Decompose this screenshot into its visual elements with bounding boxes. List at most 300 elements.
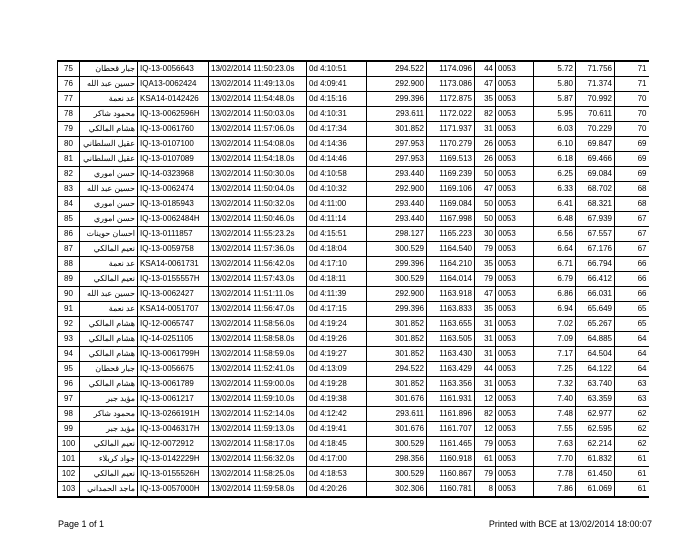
distance-cell: 292.900 bbox=[367, 287, 427, 302]
ring-number-cell: IQ-13-0061789 bbox=[138, 377, 209, 392]
fancier-name-cell: محمود شاكر bbox=[80, 407, 138, 422]
fancier-name-cell: ماجد الحمداني bbox=[80, 482, 138, 498]
club-code-cell: 0053 bbox=[496, 257, 534, 272]
basket-count-cell: 26 bbox=[475, 152, 496, 167]
basket-count-cell: 12 bbox=[475, 392, 496, 407]
fancier-name-cell: حسن اموري bbox=[80, 167, 138, 182]
fancier-name-cell: نعيم المالكي bbox=[80, 242, 138, 257]
distance-cell: 293.440 bbox=[367, 212, 427, 227]
arrival-time-cell: 13/02/2014 11:55:23.2s bbox=[209, 227, 307, 242]
ring-number-cell: IQ-13-0062427 bbox=[138, 287, 209, 302]
table-row bbox=[58, 122, 649, 137]
points-cell: 67.939 bbox=[576, 212, 615, 227]
coefficient-cell: 71 bbox=[615, 77, 649, 92]
club-code-cell: 0053 bbox=[496, 422, 534, 437]
club-code-cell: 0053 bbox=[496, 107, 534, 122]
speed-cell: 1165.223 bbox=[427, 227, 475, 242]
gap-cell: 5.72 bbox=[534, 61, 576, 77]
fancier-name-cell: عد نعمة bbox=[80, 302, 138, 317]
table-row bbox=[58, 227, 649, 242]
gap-cell: 7.78 bbox=[534, 467, 576, 482]
coefficient-cell: 66 bbox=[615, 257, 649, 272]
flight-duration-cell: 0d 4:11:39 bbox=[307, 287, 367, 302]
points-cell: 61.832 bbox=[576, 452, 615, 467]
fancier-name-cell: مؤيد جبر bbox=[80, 422, 138, 437]
fancier-name-cell: هشام المالكي bbox=[80, 122, 138, 137]
gap-cell: 6.03 bbox=[534, 122, 576, 137]
table-row bbox=[58, 347, 649, 362]
ring-number-cell: IQ-13-0062474 bbox=[138, 182, 209, 197]
gap-cell: 7.40 bbox=[534, 392, 576, 407]
ring-number-cell: IQ-13-0057000H bbox=[138, 482, 209, 498]
fancier-name-cell: احسان حوينات bbox=[80, 227, 138, 242]
rank-cell: 95 bbox=[58, 362, 80, 377]
ring-number-cell: IQ-13-0142229H bbox=[138, 452, 209, 467]
fancier-name-cell: حسين عبد الله bbox=[80, 182, 138, 197]
table-row bbox=[58, 92, 649, 107]
rank-cell: 78 bbox=[58, 107, 80, 122]
table-row bbox=[58, 407, 649, 422]
ring-number-cell: IQ-13-0266191H bbox=[138, 407, 209, 422]
basket-count-cell: 50 bbox=[475, 197, 496, 212]
rank-cell: 83 bbox=[58, 182, 80, 197]
gap-cell: 7.48 bbox=[534, 407, 576, 422]
table-row bbox=[58, 377, 649, 392]
coefficient-cell: 68 bbox=[615, 197, 649, 212]
table-row bbox=[58, 257, 649, 272]
flight-duration-cell: 0d 4:12:42 bbox=[307, 407, 367, 422]
club-code-cell: 0053 bbox=[496, 137, 534, 152]
club-code-cell: 0053 bbox=[496, 167, 534, 182]
points-cell: 70.992 bbox=[576, 92, 615, 107]
rank-cell: 82 bbox=[58, 167, 80, 182]
fancier-name-cell: حسن اموري bbox=[80, 212, 138, 227]
printed-timestamp: Printed with BCE at 13/02/2014 18:00:07 bbox=[488, 519, 652, 529]
coefficient-cell: 61 bbox=[615, 452, 649, 467]
flight-duration-cell: 0d 4:17:15 bbox=[307, 302, 367, 317]
gap-cell: 7.63 bbox=[534, 437, 576, 452]
table-row bbox=[58, 77, 649, 92]
points-cell: 71.756 bbox=[576, 61, 615, 77]
rank-cell: 84 bbox=[58, 197, 80, 212]
club-code-cell: 0053 bbox=[496, 467, 534, 482]
speed-cell: 1169.084 bbox=[427, 197, 475, 212]
ring-number-cell: IQ-13-0111857 bbox=[138, 227, 209, 242]
gap-cell: 6.48 bbox=[534, 212, 576, 227]
basket-count-cell: 61 bbox=[475, 452, 496, 467]
table-row bbox=[58, 422, 649, 437]
club-code-cell: 0053 bbox=[496, 437, 534, 452]
gap-cell: 7.32 bbox=[534, 377, 576, 392]
gap-cell: 7.86 bbox=[534, 482, 576, 498]
coefficient-cell: 64 bbox=[615, 332, 649, 347]
coefficient-cell: 69 bbox=[615, 167, 649, 182]
distance-cell: 294.522 bbox=[367, 61, 427, 77]
fancier-name-cell: نعيم المالكي bbox=[80, 272, 138, 287]
table-row bbox=[58, 212, 649, 227]
distance-cell: 299.396 bbox=[367, 257, 427, 272]
arrival-time-cell: 13/02/2014 11:58:56.0s bbox=[209, 317, 307, 332]
ring-number-cell: IQ-13-0155557H bbox=[138, 272, 209, 287]
gap-cell: 7.25 bbox=[534, 362, 576, 377]
fancier-name-cell: حسين عبد الله bbox=[80, 77, 138, 92]
distance-cell: 300.529 bbox=[367, 272, 427, 287]
fancier-name-cell: نعيم المالكي bbox=[80, 437, 138, 452]
basket-count-cell: 79 bbox=[475, 437, 496, 452]
points-cell: 68.321 bbox=[576, 197, 615, 212]
club-code-cell: 0053 bbox=[496, 332, 534, 347]
rank-cell: 88 bbox=[58, 257, 80, 272]
basket-count-cell: 8 bbox=[475, 482, 496, 498]
flight-duration-cell: 0d 4:14:46 bbox=[307, 152, 367, 167]
arrival-time-cell: 13/02/2014 11:56:47.0s bbox=[209, 302, 307, 317]
flight-duration-cell: 0d 4:17:10 bbox=[307, 257, 367, 272]
basket-count-cell: 35 bbox=[475, 257, 496, 272]
distance-cell: 292.900 bbox=[367, 77, 427, 92]
points-cell: 68.702 bbox=[576, 182, 615, 197]
club-code-cell: 0053 bbox=[496, 227, 534, 242]
ring-number-cell: IQ-13-0061760 bbox=[138, 122, 209, 137]
speed-cell: 1167.998 bbox=[427, 212, 475, 227]
ring-number-cell: IQ-13-0062596H bbox=[138, 107, 209, 122]
distance-cell: 299.396 bbox=[367, 302, 427, 317]
speed-cell: 1160.918 bbox=[427, 452, 475, 467]
rank-cell: 75 bbox=[58, 61, 80, 77]
flight-duration-cell: 0d 4:19:24 bbox=[307, 317, 367, 332]
rank-cell: 98 bbox=[58, 407, 80, 422]
flight-duration-cell: 0d 4:17:34 bbox=[307, 122, 367, 137]
flight-duration-cell: 0d 4:10:31 bbox=[307, 107, 367, 122]
gap-cell: 7.70 bbox=[534, 452, 576, 467]
fancier-name-cell: عد نعمة bbox=[80, 92, 138, 107]
club-code-cell: 0053 bbox=[496, 317, 534, 332]
fancier-name-cell: حسن اموري bbox=[80, 197, 138, 212]
table-row bbox=[58, 302, 649, 317]
rank-cell: 99 bbox=[58, 422, 80, 437]
table-row bbox=[58, 152, 649, 167]
arrival-time-cell: 13/02/2014 11:50:32.0s bbox=[209, 197, 307, 212]
club-code-cell: 0053 bbox=[496, 302, 534, 317]
table-row bbox=[58, 437, 649, 452]
flight-duration-cell: 0d 4:18:04 bbox=[307, 242, 367, 257]
coefficient-cell: 63 bbox=[615, 377, 649, 392]
fancier-name-cell: عد نعمة bbox=[80, 257, 138, 272]
flight-duration-cell: 0d 4:10:32 bbox=[307, 182, 367, 197]
speed-cell: 1163.356 bbox=[427, 377, 475, 392]
table-row bbox=[58, 467, 649, 482]
gap-cell: 5.87 bbox=[534, 92, 576, 107]
speed-cell: 1172.875 bbox=[427, 92, 475, 107]
rank-cell: 80 bbox=[58, 137, 80, 152]
table-row bbox=[58, 61, 649, 77]
speed-cell: 1160.867 bbox=[427, 467, 475, 482]
rank-cell: 97 bbox=[58, 392, 80, 407]
distance-cell: 293.440 bbox=[367, 197, 427, 212]
table-row bbox=[58, 452, 649, 467]
points-cell: 69.847 bbox=[576, 137, 615, 152]
fancier-name-cell: حسين عبد الله bbox=[80, 287, 138, 302]
distance-cell: 297.953 bbox=[367, 137, 427, 152]
flight-duration-cell: 0d 4:11:00 bbox=[307, 197, 367, 212]
distance-cell: 300.529 bbox=[367, 467, 427, 482]
rank-cell: 86 bbox=[58, 227, 80, 242]
basket-count-cell: 31 bbox=[475, 332, 496, 347]
club-code-cell: 0053 bbox=[496, 287, 534, 302]
speed-cell: 1163.655 bbox=[427, 317, 475, 332]
distance-cell: 293.440 bbox=[367, 167, 427, 182]
basket-count-cell: 35 bbox=[475, 302, 496, 317]
coefficient-cell: 71 bbox=[615, 61, 649, 77]
speed-cell: 1160.781 bbox=[427, 482, 475, 498]
table-row bbox=[58, 332, 649, 347]
flight-duration-cell: 0d 4:19:41 bbox=[307, 422, 367, 437]
distance-cell: 294.522 bbox=[367, 362, 427, 377]
coefficient-cell: 61 bbox=[615, 467, 649, 482]
gap-cell: 6.71 bbox=[534, 257, 576, 272]
coefficient-cell: 70 bbox=[615, 122, 649, 137]
club-code-cell: 0053 bbox=[496, 362, 534, 377]
speed-cell: 1163.833 bbox=[427, 302, 475, 317]
flight-duration-cell: 0d 4:18:53 bbox=[307, 467, 367, 482]
points-cell: 61.069 bbox=[576, 482, 615, 498]
speed-cell: 1163.505 bbox=[427, 332, 475, 347]
ring-number-cell: IQ-13-0062484H bbox=[138, 212, 209, 227]
basket-count-cell: 31 bbox=[475, 317, 496, 332]
fancier-name-cell: هشام المالكي bbox=[80, 347, 138, 362]
speed-cell: 1171.937 bbox=[427, 122, 475, 137]
speed-cell: 1164.014 bbox=[427, 272, 475, 287]
arrival-time-cell: 13/02/2014 11:58:25.0s bbox=[209, 467, 307, 482]
distance-cell: 300.529 bbox=[367, 242, 427, 257]
points-cell: 62.595 bbox=[576, 422, 615, 437]
table-row bbox=[58, 362, 649, 377]
arrival-time-cell: 13/02/2014 11:50:46.0s bbox=[209, 212, 307, 227]
flight-duration-cell: 0d 4:11:14 bbox=[307, 212, 367, 227]
distance-cell: 302.306 bbox=[367, 482, 427, 498]
speed-cell: 1173.086 bbox=[427, 77, 475, 92]
flight-duration-cell: 0d 4:13:09 bbox=[307, 362, 367, 377]
coefficient-cell: 67 bbox=[615, 212, 649, 227]
ring-number-cell: IQ-13-0061217 bbox=[138, 392, 209, 407]
distance-cell: 298.127 bbox=[367, 227, 427, 242]
points-cell: 65.649 bbox=[576, 302, 615, 317]
arrival-time-cell: 13/02/2014 11:59:00.0s bbox=[209, 377, 307, 392]
speed-cell: 1161.896 bbox=[427, 407, 475, 422]
flight-duration-cell: 0d 4:20:26 bbox=[307, 482, 367, 498]
coefficient-cell: 66 bbox=[615, 272, 649, 287]
speed-cell: 1161.465 bbox=[427, 437, 475, 452]
basket-count-cell: 31 bbox=[475, 377, 496, 392]
gap-cell: 6.56 bbox=[534, 227, 576, 242]
basket-count-cell: 44 bbox=[475, 61, 496, 77]
rank-cell: 85 bbox=[58, 212, 80, 227]
ring-number-cell: IQ-12-0065747 bbox=[138, 317, 209, 332]
table-row bbox=[58, 392, 649, 407]
coefficient-cell: 62 bbox=[615, 437, 649, 452]
gap-cell: 6.79 bbox=[534, 272, 576, 287]
points-cell: 69.084 bbox=[576, 167, 615, 182]
club-code-cell: 0053 bbox=[496, 272, 534, 287]
table-row bbox=[58, 482, 649, 498]
basket-count-cell: 35 bbox=[475, 92, 496, 107]
flight-duration-cell: 0d 4:14:36 bbox=[307, 137, 367, 152]
speed-cell: 1172.022 bbox=[427, 107, 475, 122]
club-code-cell: 0053 bbox=[496, 152, 534, 167]
ring-number-cell: IQ-14-0323968 bbox=[138, 167, 209, 182]
distance-cell: 301.852 bbox=[367, 347, 427, 362]
arrival-time-cell: 13/02/2014 11:59:10.0s bbox=[209, 392, 307, 407]
rank-cell: 96 bbox=[58, 377, 80, 392]
club-code-cell: 0053 bbox=[496, 407, 534, 422]
arrival-time-cell: 13/02/2014 11:58:59.0s bbox=[209, 347, 307, 362]
coefficient-cell: 67 bbox=[615, 227, 649, 242]
club-code-cell: 0053 bbox=[496, 347, 534, 362]
rank-cell: 89 bbox=[58, 272, 80, 287]
speed-cell: 1169.513 bbox=[427, 152, 475, 167]
speed-cell: 1164.540 bbox=[427, 242, 475, 257]
distance-cell: 301.852 bbox=[367, 317, 427, 332]
table-row bbox=[58, 107, 649, 122]
coefficient-cell: 62 bbox=[615, 422, 649, 437]
club-code-cell: 0053 bbox=[496, 197, 534, 212]
flight-duration-cell: 0d 4:19:28 bbox=[307, 377, 367, 392]
club-code-cell: 0053 bbox=[496, 377, 534, 392]
arrival-time-cell: 13/02/2014 11:51:11.0s bbox=[209, 287, 307, 302]
club-code-cell: 0053 bbox=[496, 242, 534, 257]
flight-duration-cell: 0d 4:15:51 bbox=[307, 227, 367, 242]
distance-cell: 298.356 bbox=[367, 452, 427, 467]
ring-number-cell: KSA14-0051707 bbox=[138, 302, 209, 317]
club-code-cell: 0053 bbox=[496, 392, 534, 407]
speed-cell: 1163.918 bbox=[427, 287, 475, 302]
gap-cell: 6.41 bbox=[534, 197, 576, 212]
basket-count-cell: 79 bbox=[475, 467, 496, 482]
speed-cell: 1161.707 bbox=[427, 422, 475, 437]
basket-count-cell: 82 bbox=[475, 107, 496, 122]
arrival-time-cell: 13/02/2014 11:50:04.0s bbox=[209, 182, 307, 197]
coefficient-cell: 64 bbox=[615, 362, 649, 377]
flight-duration-cell: 0d 4:18:45 bbox=[307, 437, 367, 452]
flight-duration-cell: 0d 4:10:51 bbox=[307, 61, 367, 77]
arrival-time-cell: 13/02/2014 11:57:06.0s bbox=[209, 122, 307, 137]
gap-cell: 7.09 bbox=[534, 332, 576, 347]
basket-count-cell: 31 bbox=[475, 122, 496, 137]
table-row bbox=[58, 317, 649, 332]
distance-cell: 299.396 bbox=[367, 92, 427, 107]
points-cell: 67.176 bbox=[576, 242, 615, 257]
arrival-time-cell: 13/02/2014 11:52:14.0s bbox=[209, 407, 307, 422]
flight-duration-cell: 0d 4:19:27 bbox=[307, 347, 367, 362]
rank-cell: 87 bbox=[58, 242, 80, 257]
gap-cell: 6.94 bbox=[534, 302, 576, 317]
basket-count-cell: 50 bbox=[475, 212, 496, 227]
points-cell: 69.466 bbox=[576, 152, 615, 167]
coefficient-cell: 70 bbox=[615, 92, 649, 107]
rank-cell: 92 bbox=[58, 317, 80, 332]
points-cell: 66.794 bbox=[576, 257, 615, 272]
rank-cell: 94 bbox=[58, 347, 80, 362]
points-cell: 71.374 bbox=[576, 77, 615, 92]
points-cell: 62.214 bbox=[576, 437, 615, 452]
points-cell: 61.450 bbox=[576, 467, 615, 482]
coefficient-cell: 66 bbox=[615, 287, 649, 302]
arrival-time-cell: 13/02/2014 11:58:17.0s bbox=[209, 437, 307, 452]
ring-number-cell: KSA14-0061731 bbox=[138, 257, 209, 272]
rank-cell: 90 bbox=[58, 287, 80, 302]
basket-count-cell: 82 bbox=[475, 407, 496, 422]
arrival-time-cell: 13/02/2014 11:59:58.0s bbox=[209, 482, 307, 498]
basket-count-cell: 50 bbox=[475, 167, 496, 182]
ring-number-cell: IQ-13-0107089 bbox=[138, 152, 209, 167]
points-cell: 63.359 bbox=[576, 392, 615, 407]
flight-duration-cell: 0d 4:15:16 bbox=[307, 92, 367, 107]
arrival-time-cell: 13/02/2014 11:54:08.0s bbox=[209, 137, 307, 152]
page-number: Page 1 of 1 bbox=[58, 519, 105, 529]
points-cell: 65.267 bbox=[576, 317, 615, 332]
gap-cell: 5.80 bbox=[534, 77, 576, 92]
fancier-name-cell: هشام المالكي bbox=[80, 332, 138, 347]
arrival-time-cell: 13/02/2014 11:57:36.0s bbox=[209, 242, 307, 257]
basket-count-cell: 79 bbox=[475, 242, 496, 257]
gap-cell: 6.18 bbox=[534, 152, 576, 167]
gap-cell: 6.33 bbox=[534, 182, 576, 197]
results-table bbox=[57, 60, 649, 498]
arrival-time-cell: 13/02/2014 11:57:43.0s bbox=[209, 272, 307, 287]
arrival-time-cell: 13/02/2014 11:56:42.0s bbox=[209, 257, 307, 272]
ring-number-cell: IQ-13-0107100 bbox=[138, 137, 209, 152]
table-row bbox=[58, 287, 649, 302]
arrival-time-cell: 13/02/2014 11:56:32.0s bbox=[209, 452, 307, 467]
arrival-time-cell: 13/02/2014 11:49:13.0s bbox=[209, 77, 307, 92]
points-cell: 64.122 bbox=[576, 362, 615, 377]
ring-number-cell: IQ-13-0155526H bbox=[138, 467, 209, 482]
points-cell: 64.504 bbox=[576, 347, 615, 362]
distance-cell: 301.852 bbox=[367, 122, 427, 137]
rank-cell: 101 bbox=[58, 452, 80, 467]
distance-cell: 300.529 bbox=[367, 437, 427, 452]
flight-duration-cell: 0d 4:18:11 bbox=[307, 272, 367, 287]
coefficient-cell: 64 bbox=[615, 347, 649, 362]
coefficient-cell: 69 bbox=[615, 152, 649, 167]
club-code-cell: 0053 bbox=[496, 77, 534, 92]
ring-number-cell: IQ-13-0046317H bbox=[138, 422, 209, 437]
coefficient-cell: 67 bbox=[615, 242, 649, 257]
fancier-name-cell: جبار قحطان bbox=[80, 362, 138, 377]
coefficient-cell: 63 bbox=[615, 392, 649, 407]
gap-cell: 7.02 bbox=[534, 317, 576, 332]
ring-number-cell: IQ-13-0185943 bbox=[138, 197, 209, 212]
gap-cell: 6.64 bbox=[534, 242, 576, 257]
points-cell: 67.557 bbox=[576, 227, 615, 242]
basket-count-cell: 47 bbox=[475, 182, 496, 197]
ring-number-cell: IQ-12-0072912 bbox=[138, 437, 209, 452]
coefficient-cell: 70 bbox=[615, 107, 649, 122]
speed-cell: 1174.096 bbox=[427, 61, 475, 77]
rank-cell: 76 bbox=[58, 77, 80, 92]
ring-number-cell: IQ-13-0061799H bbox=[138, 347, 209, 362]
distance-cell: 301.852 bbox=[367, 377, 427, 392]
speed-cell: 1169.106 bbox=[427, 182, 475, 197]
club-code-cell: 0053 bbox=[496, 212, 534, 227]
gap-cell: 6.25 bbox=[534, 167, 576, 182]
basket-count-cell: 26 bbox=[475, 137, 496, 152]
ring-number-cell: KSA14-0142426 bbox=[138, 92, 209, 107]
ring-number-cell: IQ-13-0056675 bbox=[138, 362, 209, 377]
distance-cell: 301.676 bbox=[367, 422, 427, 437]
fancier-name-cell: محمود شاكر bbox=[80, 107, 138, 122]
flight-duration-cell: 0d 4:09:41 bbox=[307, 77, 367, 92]
coefficient-cell: 68 bbox=[615, 182, 649, 197]
